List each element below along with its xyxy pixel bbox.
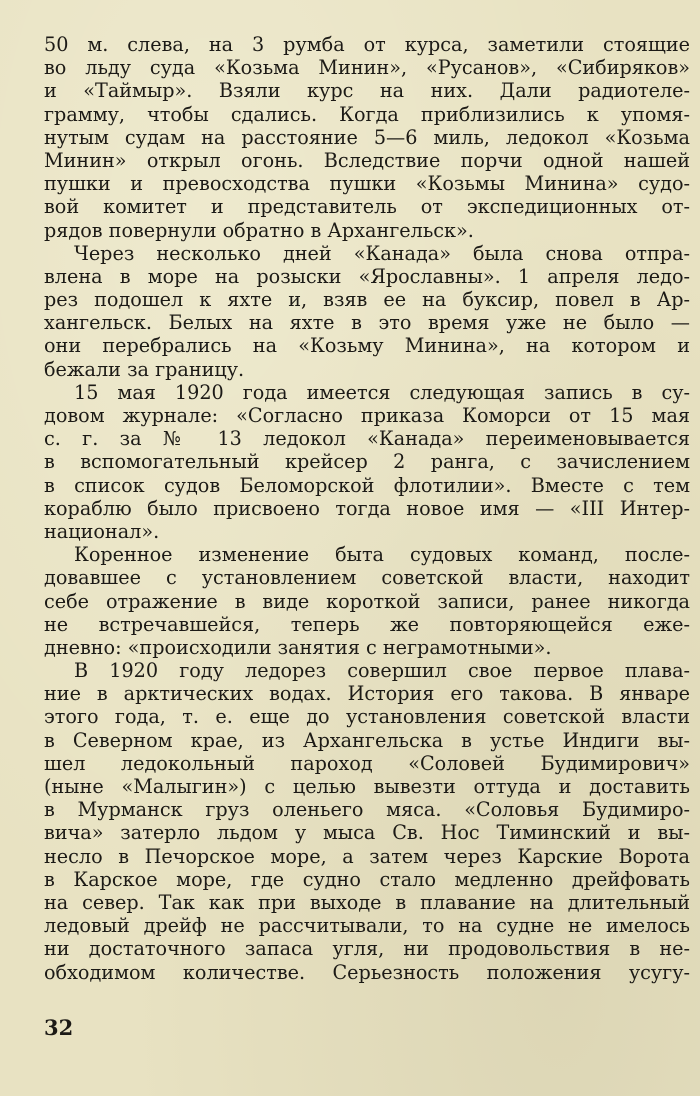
text-line: ние в арктических водах. История его такова. В январе bbox=[44, 682, 690, 706]
text-line: влена в море на розыски «Ярославны». 1 апреля ледо- bbox=[44, 264, 690, 288]
text-line: в Северном крае, из Архангельска в устье Индиги вы- bbox=[44, 728, 690, 752]
text-line: Минин» открыл огонь. Вследствие порчи одной нашей bbox=[44, 148, 690, 172]
paragraph-first-line: 15 мая 1920 года имеется следующая запись в су- bbox=[74, 380, 690, 404]
text-line: себе отражение в виде короткой записи, ранее никогда bbox=[44, 589, 690, 613]
text-line: в Карское море, где судно стало медленно дрейфовать bbox=[44, 867, 690, 891]
text-line: довом журнале: «Согласно приказа Коморси от 15 мая bbox=[44, 404, 690, 427]
text-line: пушки и превосходства пушки «Козьмы Минина» судо- bbox=[44, 172, 690, 196]
text-line: и «Таймыр». Взяли курс на них. Дали радиотеле- bbox=[44, 79, 690, 103]
text-line: этого года, т. е. еще до установления советской власти bbox=[44, 705, 690, 729]
text-line: дневно: «происходили занятия с неграмотными». bbox=[44, 635, 552, 659]
text-line: во льду суда «Козьма Минин», «Русанов», «Сибиряков» bbox=[44, 56, 690, 80]
text-line: с. г. за № 13 ледокол «Канада» переименовывается bbox=[44, 427, 690, 451]
page-number: 32 bbox=[44, 1015, 74, 1040]
text-line: ледовый дрейф не рассчитывали, то на судне не имелось bbox=[44, 914, 690, 938]
text-line: в вспомогательный крейсер 2 ранга, с зачислением bbox=[44, 450, 690, 474]
text-line: вой комитет и представитель от экспедиционных от- bbox=[44, 195, 690, 219]
text-line: несло в Печорское море, а затем через Карские Ворота bbox=[44, 844, 690, 868]
text-line: ни достаточного запаса угля, ни продовольствия в не- bbox=[44, 937, 690, 961]
paragraph-first-line: Коренное изменение быта судовых команд, после- bbox=[74, 543, 690, 567]
text-line: национал». bbox=[44, 519, 160, 543]
text-line: грамму, чтобы сдались. Когда приблизились к упомя- bbox=[44, 102, 690, 126]
body-text bbox=[44, 33, 690, 984]
text-line: они перебрались на «Козьму Минина», на котором и bbox=[44, 334, 690, 358]
text-line: (ныне «Малыгин») с целью вывезти оттуда и доставить bbox=[44, 775, 690, 798]
paragraph-first-line: В 1920 году ледорез совершил свое первое плава- bbox=[74, 659, 690, 683]
text-line: хангельск. Белых на яхте в это время уже не было — bbox=[44, 311, 690, 335]
text-line: в список судов Беломорской флотилии». Вместе с тем bbox=[44, 473, 690, 497]
text-line: рядов повернули обратно в Архангельск». bbox=[44, 218, 474, 242]
text-line: в Мурманск груз оленьего мяса. «Соловья Будимиро- bbox=[44, 798, 690, 822]
text-line: бежали за границу. bbox=[44, 357, 245, 381]
text-line: шел ледокольный пароход «Соловей Будимирович» bbox=[44, 751, 690, 775]
text-line: кораблю было присвоено тогда новое имя — «III Интер- bbox=[44, 496, 690, 520]
text-line: 50 м. слева, на 3 румба от курса, заметили стоящие bbox=[44, 33, 690, 56]
text-line: обходимом количестве. Серьезность положения усугу- bbox=[44, 960, 690, 984]
text-line: вича» затерло льдом у мыса Св. Нос Тиминский и вы- bbox=[44, 821, 690, 845]
paragraph-first-line: Через несколько дней «Канада» была снова отпра- bbox=[74, 241, 690, 265]
text-line: не встречавшейся, теперь же повторяющейся еже- bbox=[44, 612, 690, 636]
text-line: рез подошел к яхте и, взяв ее на буксир, повел в Ар- bbox=[44, 288, 690, 312]
text-line: довавшее с установлением советской власти, находит bbox=[44, 566, 690, 590]
text-line: на север. Так как при выходе в плавание на длительный bbox=[44, 890, 690, 914]
text-line: нутым судам на расстояние 5—6 миль, ледокол «Козьма bbox=[44, 125, 690, 149]
